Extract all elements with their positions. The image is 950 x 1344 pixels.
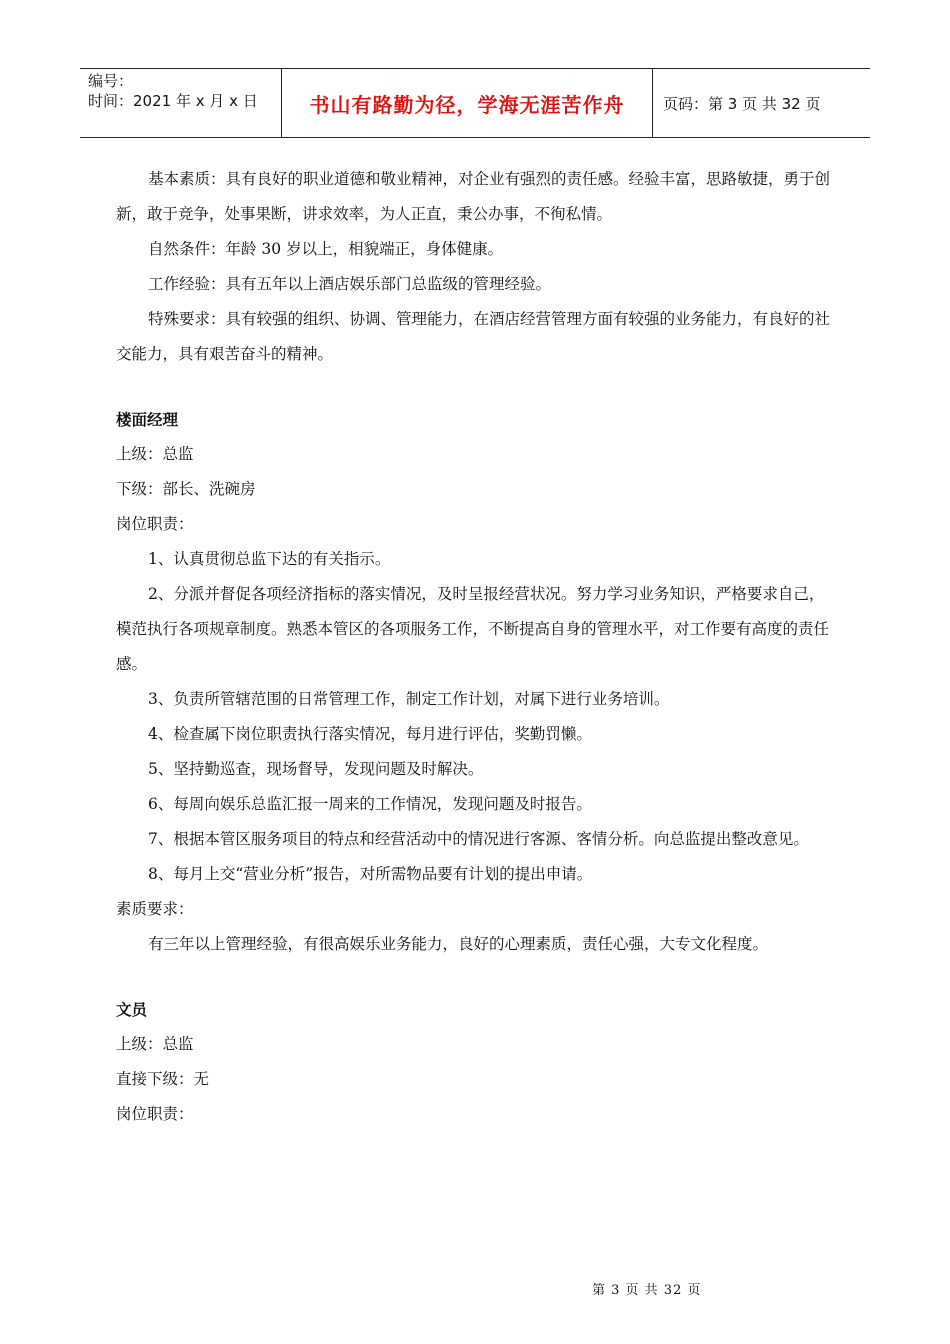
doc-code-label: 编号： [88,72,134,90]
page-header [80,68,870,138]
floor-manager-quality: 有三年以上管理经验，有很高娱乐业务能力，良好的心理素质，责任心强，大专文化程度。 [148,935,769,953]
floor-manager-duties-label: 岗位职责： [116,515,194,533]
clerk-subordinate: 直接下级：无 [116,1070,210,1088]
section-spacer [116,372,836,402]
duty-item: 5、坚持勤巡查，现场督导，发现问题及时解决。 [148,760,484,778]
duty-item: 8、每月上交“营业分析”报告，对所需物品要有计划的提出申请。 [148,865,593,883]
basic-quality-paragraph: 基本素质：具有良好的职业道德和敬业精神，对企业有强烈的责任感。经验丰富，思路敏捷，勇于创新，敢于竞争，处事果断，讲求效率，为人正直，秉公办事，不徇私情。 [116,170,831,223]
natural-conditions-paragraph: 自然条件：年龄 30 岁以上，相貌端正，身体健康。 [148,240,504,258]
duty-item: 2、分派并督促各项经济指标的落实情况，及时呈报经营状况。努力学习业务知识，严格要求自己，模范执行各项规章制度。熟悉本管区的各项服务工作，不断提高自身的管理水平，对工作要有高度的责任感。 [116,585,830,673]
section-spacer [116,962,836,992]
doc-time-label: 时间：2021 年 x 月 x 日 [88,92,258,110]
header-motto-cell [281,69,653,137]
header-motto: 书山有路勤为径，学海无涯苦作舟 [309,92,625,117]
section-title-floor-manager: 楼面经理 [116,410,179,429]
document-body [116,162,836,1132]
duty-item: 4、检查属下岗位职责执行落实情况，每月进行评估，奖勤罚懒。 [148,725,592,743]
clerk-superior: 上级：总监 [116,1035,194,1053]
floor-manager-superior: 上级：总监 [116,445,194,463]
special-requirements-paragraph: 特殊要求：具有较强的组织、协调、管理能力，在酒店经营管理方面有较强的业务能力，有良好的社交能力，具有艰苦奋斗的精神。 [116,310,831,363]
page-footer: 第 3 页 共 32 页 [592,1283,702,1298]
clerk-duties-label: 岗位职责： [116,1105,194,1123]
floor-manager-quality-label: 素质要求： [116,900,194,918]
header-page-info: 页码：第 3 页 共 32 页 [663,94,821,113]
duty-item: 3、负责所管辖范围的日常管理工作，制定工作计划，对属下进行业务培训。 [148,690,670,708]
section-title-clerk: 文员 [116,1000,148,1019]
duty-item: 7、根据本管区服务项目的特点和经营活动中的情况进行客源、客情分析。向总监提出整改意见。 [148,830,809,848]
work-experience-paragraph: 工作经验：具有五年以上酒店娱乐部门总监级的管理经验。 [148,275,552,293]
duty-item: 1、认真贯彻总监下达的有关指示。 [148,550,391,568]
floor-manager-subordinate: 下级：部长、洗碗房 [116,480,256,498]
duty-item: 6、每周向娱乐总监汇报一周来的工作情况，发现问题及时报告。 [148,795,592,813]
header-meta [80,69,281,137]
